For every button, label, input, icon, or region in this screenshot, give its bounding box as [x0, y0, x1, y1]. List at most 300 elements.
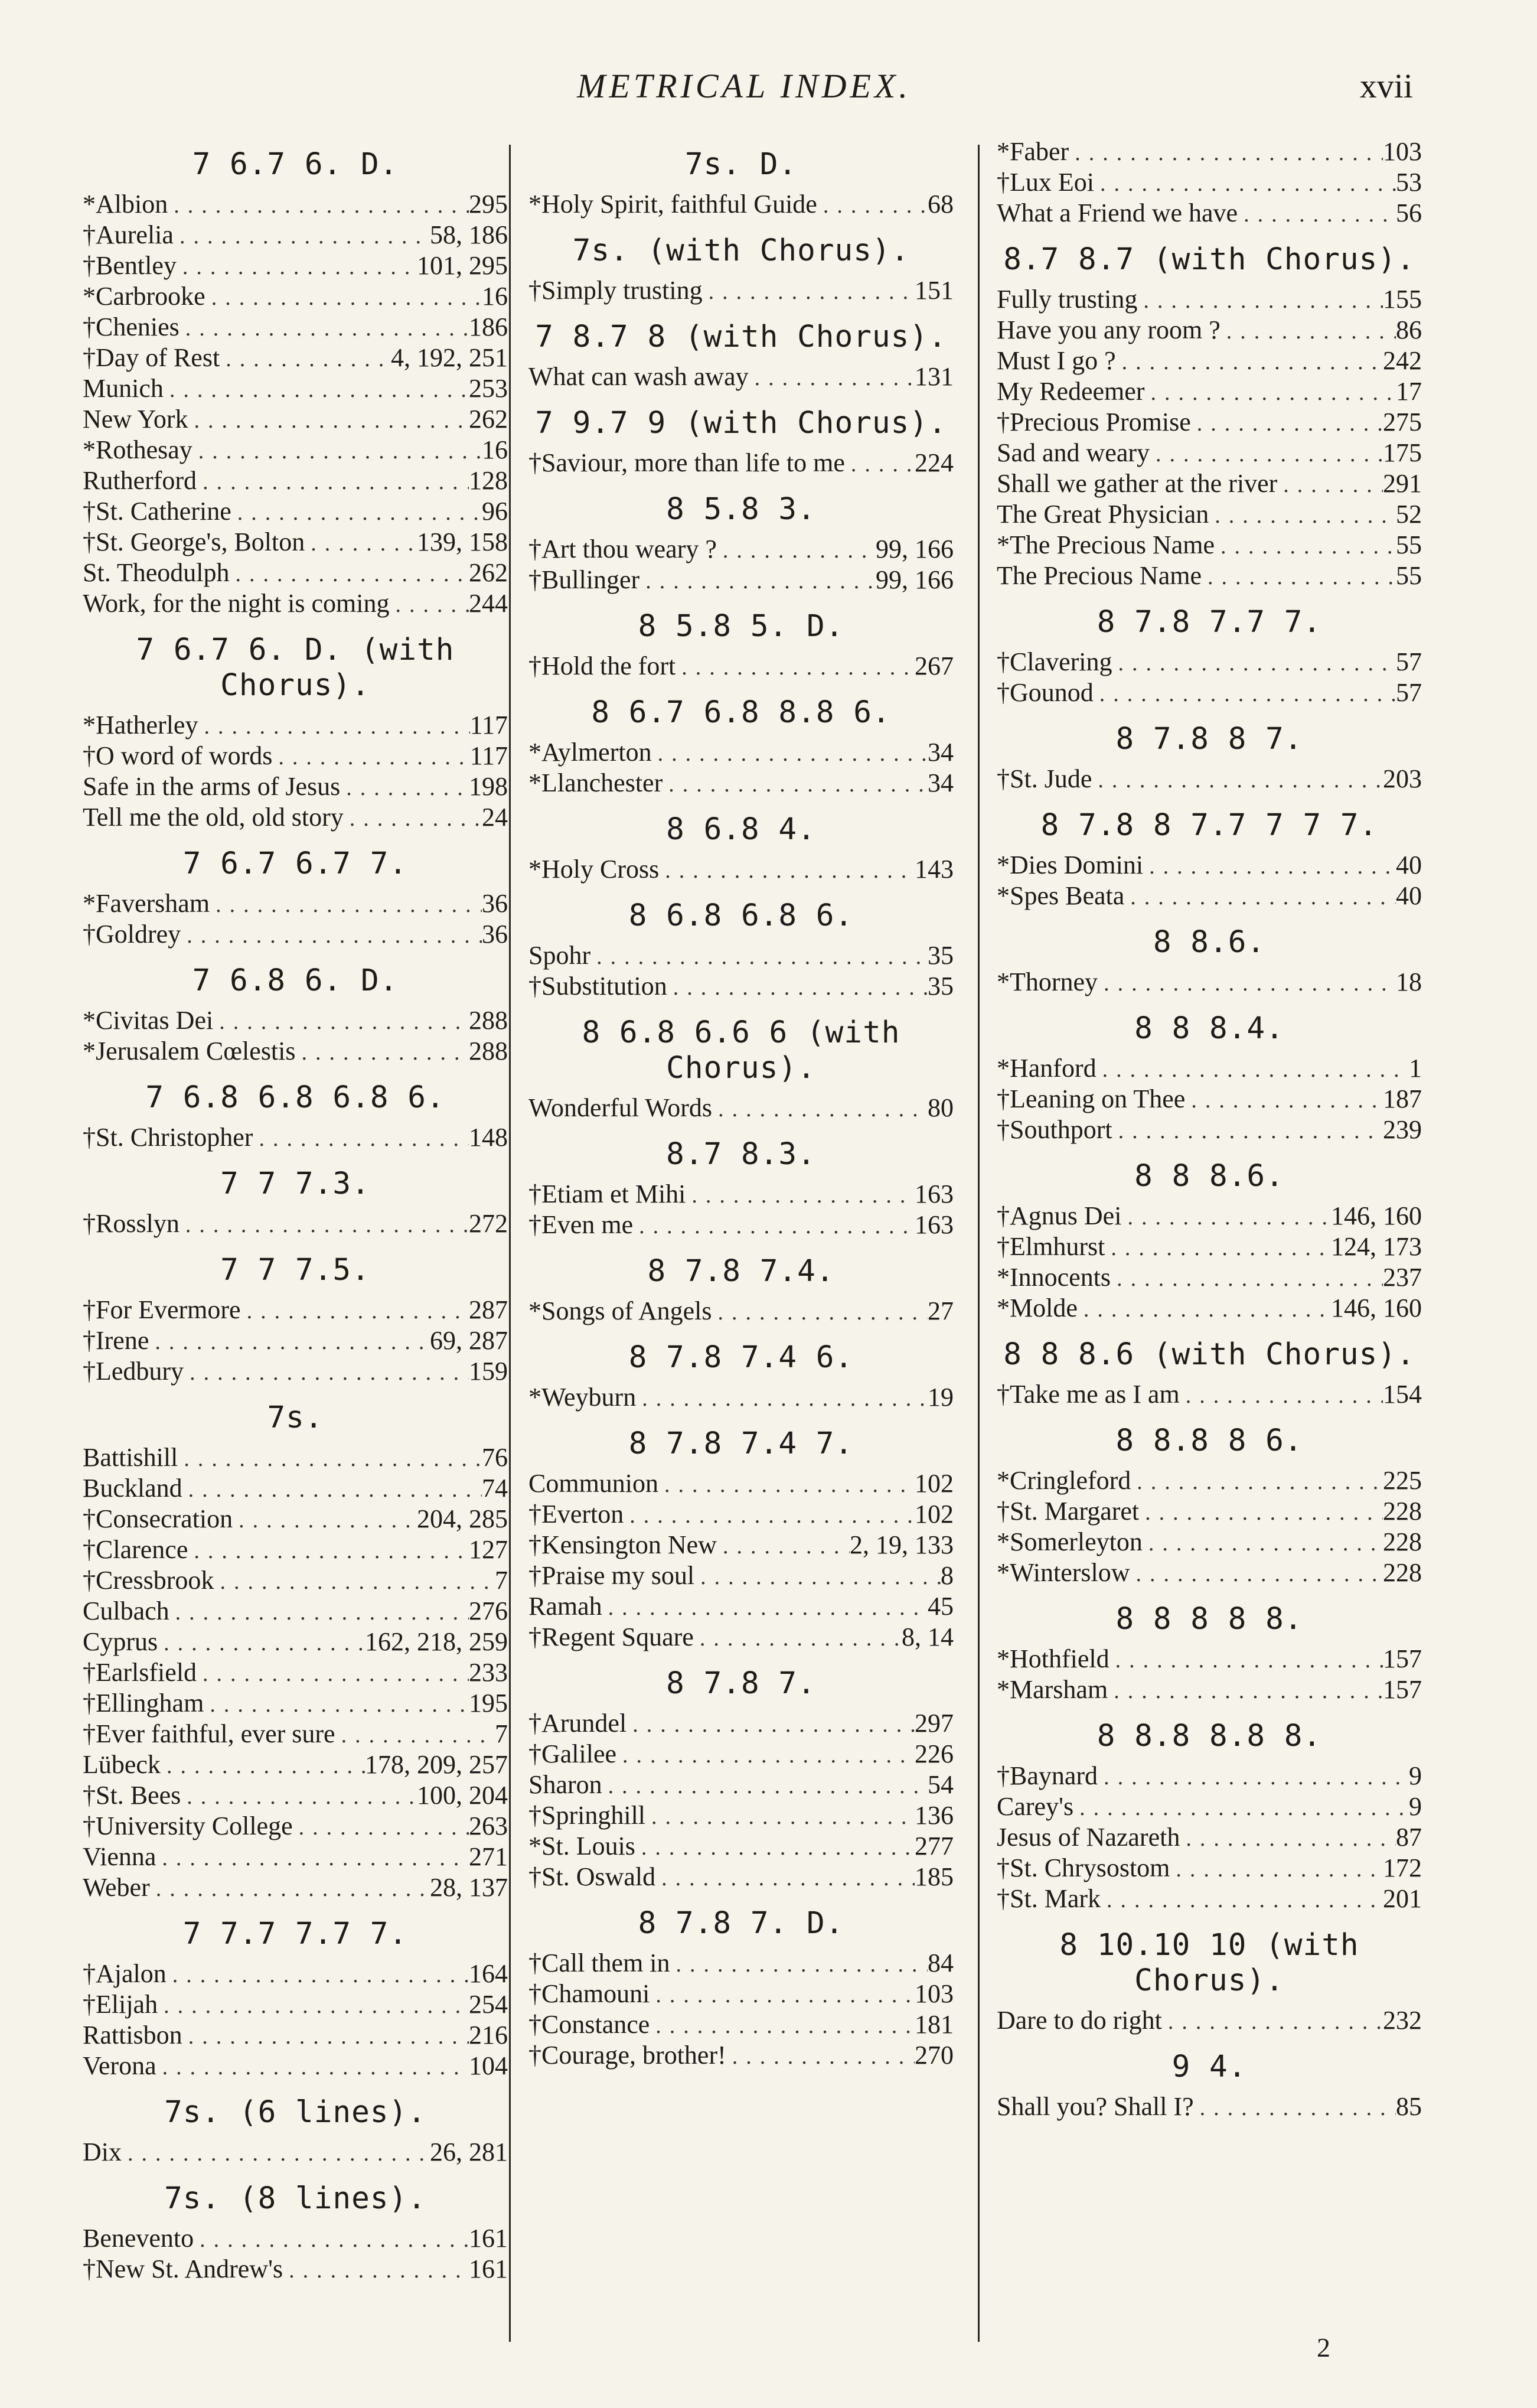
- tune-name: My Redeemer: [997, 377, 1145, 406]
- hymn-number: 228: [1383, 1527, 1422, 1556]
- leader-dots: [650, 2012, 915, 2041]
- leader-dots: [213, 1008, 469, 1037]
- hymn-number: 34: [928, 738, 954, 767]
- metre-heading: 7 9.7 9 (with Chorus).: [535, 406, 947, 441]
- metre-section: [528, 1666, 954, 1893]
- tune-entry: [997, 1293, 1422, 1324]
- tune-entry: [997, 1884, 1422, 1915]
- leader-dots: [845, 450, 915, 479]
- tune-name: †Agnus Dei: [997, 1201, 1122, 1230]
- metre-section: [528, 1254, 954, 1327]
- leader-dots: [272, 743, 469, 772]
- hymn-number: 85: [1396, 2092, 1422, 2121]
- metre-heading: 8 8 8.4.: [1134, 1011, 1284, 1046]
- leader-dots: [1130, 1560, 1383, 1589]
- hymn-number: 198: [469, 772, 508, 801]
- tune-name: †St. Catherine: [83, 497, 231, 526]
- tune-entry: [528, 972, 954, 1002]
- leader-dots: [694, 1624, 902, 1653]
- metre-section: [528, 406, 954, 479]
- leader-dots: [1101, 1886, 1383, 1915]
- tune-entry: [528, 1709, 954, 1739]
- tune-name: Buckland: [83, 1474, 182, 1503]
- hymn-number: 262: [469, 558, 508, 587]
- tune-name: †Goldrey: [83, 920, 181, 949]
- hymn-number: 228: [1383, 1497, 1422, 1526]
- tune-entry: [997, 967, 1422, 998]
- tune-name: †Gounod: [997, 678, 1094, 707]
- metre-heading: 8 7.8 7.7 7.: [1097, 605, 1322, 640]
- tune-name: †Kensington New: [528, 1530, 717, 1559]
- tune-entry: [528, 1801, 954, 1832]
- tune-name: †New St. Andrew's: [83, 2254, 283, 2283]
- leader-dots: [1109, 1646, 1383, 1675]
- leader-dots: [624, 1501, 915, 1530]
- tune-name: †Hold the fort: [528, 651, 676, 680]
- leader-dots: [231, 498, 482, 527]
- tune-name: †Aurelia: [83, 220, 174, 249]
- tune-entry: [997, 1201, 1422, 1232]
- metre-section: [83, 147, 508, 620]
- column-2: [528, 139, 954, 2084]
- tune-entry: [83, 1627, 508, 1658]
- tune-entry: [997, 1232, 1422, 1263]
- tune-name: *Winterslow: [997, 1558, 1130, 1587]
- leader-dots: [655, 1864, 915, 1893]
- metre-section: [528, 492, 954, 596]
- hymn-number: 99, 166: [876, 565, 954, 594]
- hymn-number: 157: [1383, 1675, 1422, 1704]
- tune-entry: [997, 1675, 1422, 1706]
- metre-section: [997, 1337, 1422, 1410]
- tune-name: †Day of Rest: [83, 343, 220, 372]
- tune-name: Shall we gather at the river: [997, 469, 1278, 498]
- tune-entry: [83, 1990, 508, 2021]
- tune-entry: [997, 285, 1422, 315]
- tune-name: †University College: [83, 1811, 293, 1840]
- hymn-number: 86: [1396, 315, 1422, 344]
- tune-entry: [997, 1263, 1422, 1293]
- hymn-number: 187: [1383, 1084, 1422, 1113]
- leader-dots: [149, 1328, 430, 1357]
- tune-entry: [83, 1873, 508, 1904]
- tune-name: †Arundel: [528, 1709, 627, 1738]
- metre-heading: 8 10.10 10 (with Chorus).: [1059, 1928, 1359, 1998]
- tune-name: *Civitas Dei: [83, 1006, 214, 1035]
- tune-name: †Ellingham: [83, 1689, 204, 1718]
- tune-entry: [997, 764, 1422, 795]
- leader-dots: [694, 1563, 941, 1592]
- metre-heading: 8 8 8.6 (with Chorus).: [1003, 1337, 1415, 1372]
- tune-entry: [528, 1739, 954, 1770]
- hymn-number: 242: [1383, 346, 1422, 375]
- tune-name: *Llanchester: [528, 768, 663, 797]
- tune-entry: [997, 647, 1422, 678]
- tune-name: †St. Margaret: [997, 1497, 1140, 1526]
- leader-dots: [253, 1125, 469, 1154]
- tune-entry: [83, 2224, 508, 2254]
- metre-heading: 8 6.8 6.8 6.: [628, 898, 854, 933]
- tune-entry: [528, 855, 954, 885]
- leader-dots: [122, 2139, 430, 2168]
- tune-name: Jesus of Nazareth: [997, 1823, 1180, 1852]
- hymn-number: 291: [1383, 469, 1422, 498]
- leader-dots: [241, 1297, 469, 1326]
- leader-dots: [305, 529, 417, 558]
- hymn-number: 8: [941, 1561, 954, 1590]
- tune-name: Wonderful Words: [528, 1093, 713, 1122]
- hymn-number: 233: [469, 1658, 508, 1687]
- metre-section: [997, 1928, 1422, 2036]
- leader-dots: [150, 1875, 430, 1904]
- metre-section: [997, 808, 1422, 912]
- leader-dots: [283, 2256, 469, 2285]
- tune-name: †Southport: [997, 1115, 1112, 1144]
- metre-heading: 8 5.8 3.: [666, 492, 816, 527]
- leader-dots: [659, 856, 915, 885]
- hymn-number: 224: [915, 448, 954, 477]
- metre-heading: 8.7 8.7 (with Chorus).: [1003, 242, 1415, 277]
- leader-dots: [177, 253, 417, 282]
- leader-dots: [663, 770, 928, 799]
- hymn-number: 103: [1383, 137, 1422, 166]
- tune-name: Dix: [83, 2137, 122, 2166]
- tune-entry: [997, 1558, 1422, 1589]
- tune-entry: [83, 1566, 508, 1596]
- leader-dots: [1180, 1824, 1396, 1853]
- hymn-number: 54: [928, 1770, 954, 1799]
- tune-name: Rattisbon: [83, 2021, 182, 2049]
- tune-name: St. Theodulph: [83, 558, 230, 587]
- leader-dots: [712, 1095, 928, 1124]
- tune-name: Weber: [83, 1873, 150, 1902]
- leader-dots: [650, 1981, 915, 2010]
- hymn-number: 68: [928, 190, 954, 219]
- tune-name: †Art thou weary ?: [528, 535, 717, 563]
- tune-entry: [997, 315, 1422, 346]
- tune-entry: [997, 851, 1422, 881]
- tune-entry: [83, 2137, 508, 2168]
- hymn-number: 277: [915, 1832, 954, 1860]
- tune-name: *Aylmerton: [528, 738, 652, 767]
- metre-section: [528, 1137, 954, 1241]
- tune-name: †Call them in: [528, 1948, 670, 1977]
- leader-dots: [198, 712, 469, 741]
- tune-name: Culbach: [83, 1596, 169, 1625]
- hymn-number: 131: [915, 362, 954, 391]
- leader-dots: [1191, 409, 1383, 438]
- hymn-number: 287: [469, 1295, 508, 1324]
- hymn-number: 18: [1396, 967, 1422, 996]
- leader-dots: [182, 1475, 482, 1504]
- tune-name: †Clarence: [83, 1535, 188, 1564]
- hymn-number: 172: [1383, 1853, 1422, 1882]
- leader-dots: [1098, 969, 1396, 998]
- tune-entry: [997, 198, 1422, 229]
- leader-dots: [188, 406, 469, 435]
- leader-dots: [667, 973, 928, 1002]
- leader-dots: [749, 364, 915, 393]
- metre-heading: 7 6.7 6. D. (with Chorus).: [136, 633, 455, 703]
- hymn-number: 9: [1409, 1761, 1422, 1790]
- hymn-number: 26, 281: [430, 2137, 508, 2166]
- tune-name: †Baynard: [997, 1761, 1098, 1790]
- tune-entry: [83, 1006, 508, 1037]
- tune-entry: [528, 362, 954, 393]
- tune-entry: [83, 711, 508, 741]
- tune-name: *Weyburn: [528, 1383, 637, 1412]
- tune-entry: [528, 1469, 954, 1500]
- tune-entry: [83, 2021, 508, 2051]
- hymn-number: 40: [1396, 881, 1422, 910]
- hymn-number: 148: [469, 1123, 508, 1152]
- tune-name: *Faber: [997, 137, 1069, 166]
- leader-dots: [335, 1721, 495, 1750]
- tune-entry: [528, 190, 954, 220]
- metre-section: [997, 1423, 1422, 1589]
- tune-entry: [83, 1535, 508, 1566]
- tune-entry: [997, 678, 1422, 709]
- metre-section: [83, 1253, 508, 1387]
- leader-dots: [181, 1783, 417, 1811]
- hymn-number: 117: [469, 711, 508, 739]
- leader-dots: [164, 376, 469, 405]
- tune-name: *Jerusalem Cœlestis: [83, 1037, 296, 1065]
- hymn-number: 216: [469, 2021, 508, 2049]
- tune-name: †Springhill: [528, 1801, 646, 1830]
- tune-entry: [83, 1750, 508, 1781]
- tune-name: Lübeck: [83, 1750, 161, 1779]
- leader-dots: [1238, 200, 1396, 229]
- metre-heading: 8 6.8 4.: [666, 812, 816, 847]
- tune-entry: [83, 2051, 508, 2082]
- tune-name: *Rothesay: [83, 435, 192, 464]
- leader-dots: [158, 1992, 469, 2021]
- hymn-number: 56: [1396, 198, 1422, 227]
- tune-name: †Elijah: [83, 1990, 158, 2019]
- signature-mark: 2: [1317, 2332, 1330, 2363]
- tune-name: *Songs of Angels: [528, 1296, 712, 1325]
- tune-entry: [528, 1179, 954, 1210]
- hymn-number: 162, 218, 259: [365, 1627, 508, 1656]
- leader-dots: [180, 1211, 469, 1240]
- hymn-number: 154: [1383, 1380, 1422, 1409]
- hymn-number: 80: [928, 1093, 954, 1122]
- hymn-number: 288: [469, 1037, 508, 1065]
- tune-entry: [528, 276, 954, 307]
- metre-section: [83, 963, 508, 1067]
- metre-heading: 8 8.8 8.8 8.: [1097, 1719, 1322, 1754]
- hymn-number: 204, 285: [417, 1504, 508, 1533]
- tune-entry: [997, 377, 1422, 408]
- tune-name: Have you any room ?: [997, 315, 1221, 344]
- tune-entry: [997, 1084, 1422, 1115]
- tune-entry: [528, 1383, 954, 1413]
- tune-entry: [83, 1811, 508, 1842]
- tune-entry: [997, 500, 1422, 530]
- leader-dots: [169, 1598, 469, 1627]
- metre-heading: 8 7.8 8 7.: [1115, 722, 1303, 757]
- leader-dots: [192, 437, 482, 466]
- tune-entry: [83, 1295, 508, 1326]
- leader-dots: [1094, 170, 1396, 198]
- metre-heading: 8 8 8.6.: [1134, 1159, 1284, 1194]
- hymn-number: 27: [928, 1296, 954, 1325]
- tune-entry: [83, 497, 508, 527]
- tune-entry: [528, 1561, 954, 1592]
- leader-dots: [204, 1690, 469, 1719]
- tune-name: Carey's: [997, 1792, 1074, 1821]
- tune-entry: [83, 1959, 508, 1990]
- tune-entry: [997, 408, 1422, 438]
- leader-dots: [197, 468, 469, 497]
- leader-dots: [210, 891, 482, 920]
- tune-entry: [83, 1474, 508, 1504]
- hymn-number: 102: [915, 1500, 954, 1529]
- leader-dots: [1105, 1234, 1331, 1263]
- leader-dots: [168, 191, 469, 220]
- leader-dots: [717, 536, 876, 565]
- metre-heading: 7 7 7.5.: [220, 1253, 370, 1288]
- tune-name: †Ever faithful, ever sure: [83, 1719, 335, 1748]
- leader-dots: [616, 1741, 915, 1770]
- leader-dots: [214, 1568, 495, 1596]
- tune-entry: [997, 469, 1422, 500]
- tune-name: †St. Mark: [997, 1884, 1101, 1913]
- metre-heading: 7 7.7 7.7 7.: [182, 1917, 408, 1951]
- hymn-number: 295: [469, 190, 508, 219]
- tune-name: †Rosslyn: [83, 1209, 180, 1238]
- leader-dots: [1150, 440, 1383, 469]
- tune-name: Dare to do right: [997, 2006, 1162, 2035]
- leader-dots: [1112, 1117, 1383, 1146]
- hymn-number: 9: [1409, 1792, 1422, 1821]
- leader-dots: [712, 1298, 928, 1327]
- tune-name: Tell me the old, old story: [83, 803, 344, 832]
- metre-section: [997, 1159, 1422, 1324]
- tune-entry: [83, 343, 508, 374]
- hymn-number: 102: [915, 1469, 954, 1498]
- tune-name: Safe in the arms of Jesus: [83, 772, 341, 801]
- hymn-number: 267: [915, 651, 954, 680]
- tune-entry: [997, 346, 1422, 377]
- tune-entry: [83, 1357, 508, 1387]
- tune-entry: [997, 1115, 1422, 1146]
- hymn-number: 19: [928, 1383, 954, 1412]
- tune-name: †Galilee: [528, 1739, 617, 1768]
- tune-name: †Even me: [528, 1210, 634, 1239]
- metre-heading: 7 7 7.3.: [220, 1166, 370, 1201]
- tune-name: †Chenies: [83, 312, 180, 341]
- metre-heading: 8 8 8 8 8.: [1115, 1602, 1303, 1637]
- tune-entry: [83, 1658, 508, 1689]
- metre-heading: 7 8.7 8 (with Chorus).: [535, 320, 947, 354]
- hymn-number: 4, 192, 251: [391, 343, 508, 372]
- leader-dots: [1092, 766, 1383, 795]
- tune-entry: [997, 438, 1422, 469]
- metre-heading: 8 7.8 8 7.7 7 7 7.: [1040, 808, 1378, 843]
- tune-entry: [83, 527, 508, 558]
- tune-entry: [83, 374, 508, 405]
- metre-section: [83, 2181, 508, 2285]
- metre-section: [528, 1015, 954, 1124]
- hymn-number: 201: [1383, 1884, 1422, 1913]
- tune-name: Benevento: [83, 2224, 194, 2253]
- tune-entry: [997, 1497, 1422, 1527]
- tune-name: What can wash away: [528, 362, 749, 391]
- tune-name: †Ledbury: [83, 1357, 184, 1386]
- leader-dots: [703, 278, 915, 307]
- hymn-number: 226: [915, 1739, 954, 1768]
- leader-dots: [1111, 1265, 1383, 1293]
- tune-name: *Cringleford: [997, 1466, 1131, 1495]
- tune-name: †Etiam et Mihi: [528, 1179, 686, 1208]
- tune-name: †Consecration: [83, 1504, 233, 1533]
- tune-entry: [83, 405, 508, 435]
- tune-entry: [83, 1719, 508, 1750]
- metre-heading: 8 7.8 7.: [666, 1666, 816, 1701]
- hymn-number: 151: [915, 276, 954, 305]
- leader-dots: [1144, 379, 1396, 408]
- tune-entry: [528, 941, 954, 972]
- tune-entry: [997, 1054, 1422, 1084]
- tune-name: †Ajalon: [83, 1959, 167, 1988]
- hymn-number: 17: [1396, 377, 1422, 406]
- tune-entry: [528, 1210, 954, 1241]
- tune-entry: [83, 1596, 508, 1627]
- leader-dots: [167, 1961, 469, 1990]
- tune-name: New York: [83, 405, 188, 434]
- metre-section: [528, 695, 954, 799]
- leader-dots: [188, 1537, 469, 1566]
- hymn-number: 117: [469, 741, 508, 770]
- leader-dots: [1143, 852, 1396, 881]
- tune-entry: [83, 190, 508, 220]
- metre-section: [528, 233, 954, 307]
- tune-entry: [997, 530, 1422, 561]
- leader-dots: [1097, 1055, 1409, 1084]
- metre-section: [997, 605, 1422, 709]
- metre-heading: 8 7.8 7. D.: [638, 1906, 844, 1941]
- tune-name: The Great Physician: [997, 500, 1209, 529]
- tune-entry: [528, 1832, 954, 1862]
- hymn-number: 232: [1383, 2006, 1422, 2035]
- leader-dots: [174, 222, 430, 251]
- hymn-number: 35: [928, 972, 954, 1001]
- leader-dots: [602, 1772, 928, 1801]
- tune-entry: [997, 881, 1422, 912]
- tune-name: *Somerleyton: [997, 1527, 1143, 1556]
- leader-dots: [1185, 1086, 1383, 1115]
- leader-dots: [717, 1532, 850, 1561]
- hymn-number: 45: [928, 1592, 954, 1621]
- hymn-number: 36: [482, 889, 508, 918]
- tune-name: †Bentley: [83, 251, 177, 280]
- tune-name: †Cressbrook: [83, 1566, 214, 1595]
- leader-dots: [293, 1813, 469, 1842]
- tune-name: †Everton: [528, 1500, 624, 1529]
- leader-dots: [1124, 883, 1396, 912]
- hymn-number: 16: [482, 282, 508, 311]
- hymn-number: 185: [915, 1862, 954, 1891]
- leader-dots: [1131, 1468, 1383, 1497]
- tune-entry: [528, 738, 954, 768]
- leader-dots: [1121, 1203, 1331, 1232]
- leader-dots: [645, 1803, 915, 1832]
- hymn-number: 146, 160: [1331, 1293, 1422, 1322]
- leader-dots: [726, 2042, 915, 2071]
- tune-entry: [528, 1093, 954, 1124]
